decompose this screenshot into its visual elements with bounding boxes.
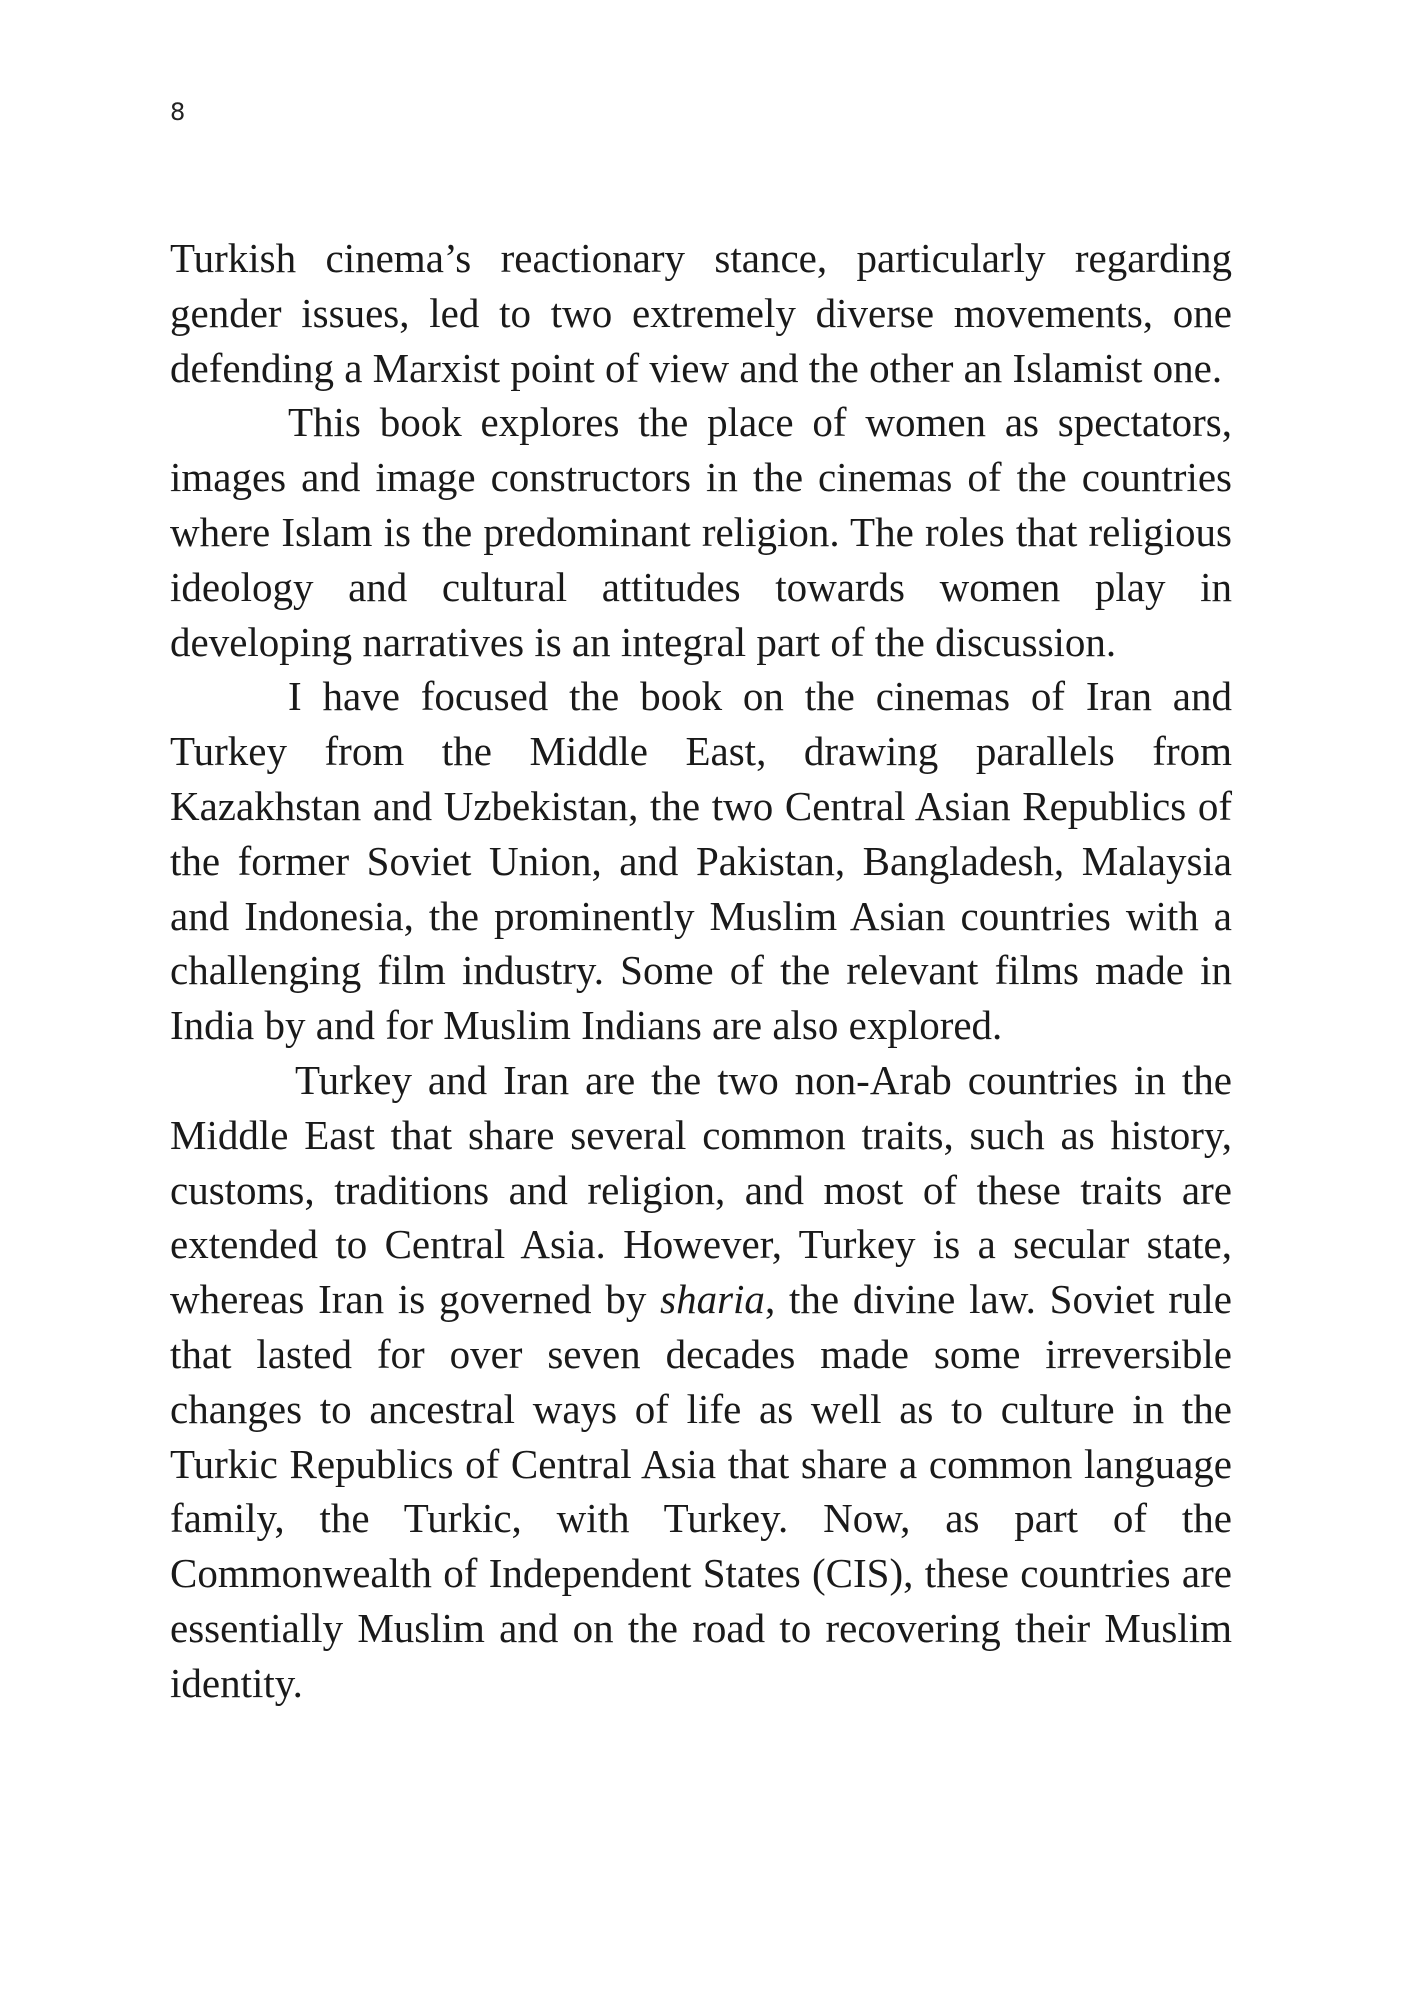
paragraph-2: This book explores the place of women as spectators, images and image constructors in the cinemas of the countries where Islam is the predominant religion. The roles that religious ideology and cultural attitudes towards women play in developing narratives is an integral part of the discussion. <box>170 399 1232 665</box>
body-text <box>170 231 1232 1711</box>
paragraph-4-text-b: , the divine law. Soviet rule that lasted for over seven decades made some irreversible changes to ancestral ways of life as well as to culture in the Turkic Republics of Central Asia that share a common language family, the Turkic, with Turkey. Now, as part of the Commonwealth of Independent States (CIS), these countries are essentially Muslim and on the road to recovering their Muslim identity. <box>170 1276 1232 1706</box>
paragraph-4-text-a: Turkey and Iran are the two non-Arab countries in the Middle East that share several common traits, such as history, customs, traditions and religion, and most of these traits are extended to Central Asia. However, Turkey is a secular state, whereas Iran is governed by <box>170 1056 1232 1323</box>
italic-term: sharia <box>660 1276 765 1323</box>
page-number: 8 <box>170 98 187 126</box>
paragraph-4 <box>170 1053 1232 1711</box>
paragraph-1: Turkish cinema’s reactionary stance, particularly regarding gender issues, led to two extremely diverse movements, one defending a Marxist point of view and the other an Islamist one. <box>170 235 1232 391</box>
paragraph-3: I have focused the book on the cinemas of Iran and Turkey from the Middle East, drawing parallels from Kazakhstan and Uzbekistan, the two Central Asian Republics of the former Soviet Union, and Pakistan, Bangladesh, Malaysia and Indonesia, the prominently Muslim Asian countries with a challenging film industry. Some of the relevant films made in India by and for Muslim Indians are also explored. <box>170 673 1232 1049</box>
